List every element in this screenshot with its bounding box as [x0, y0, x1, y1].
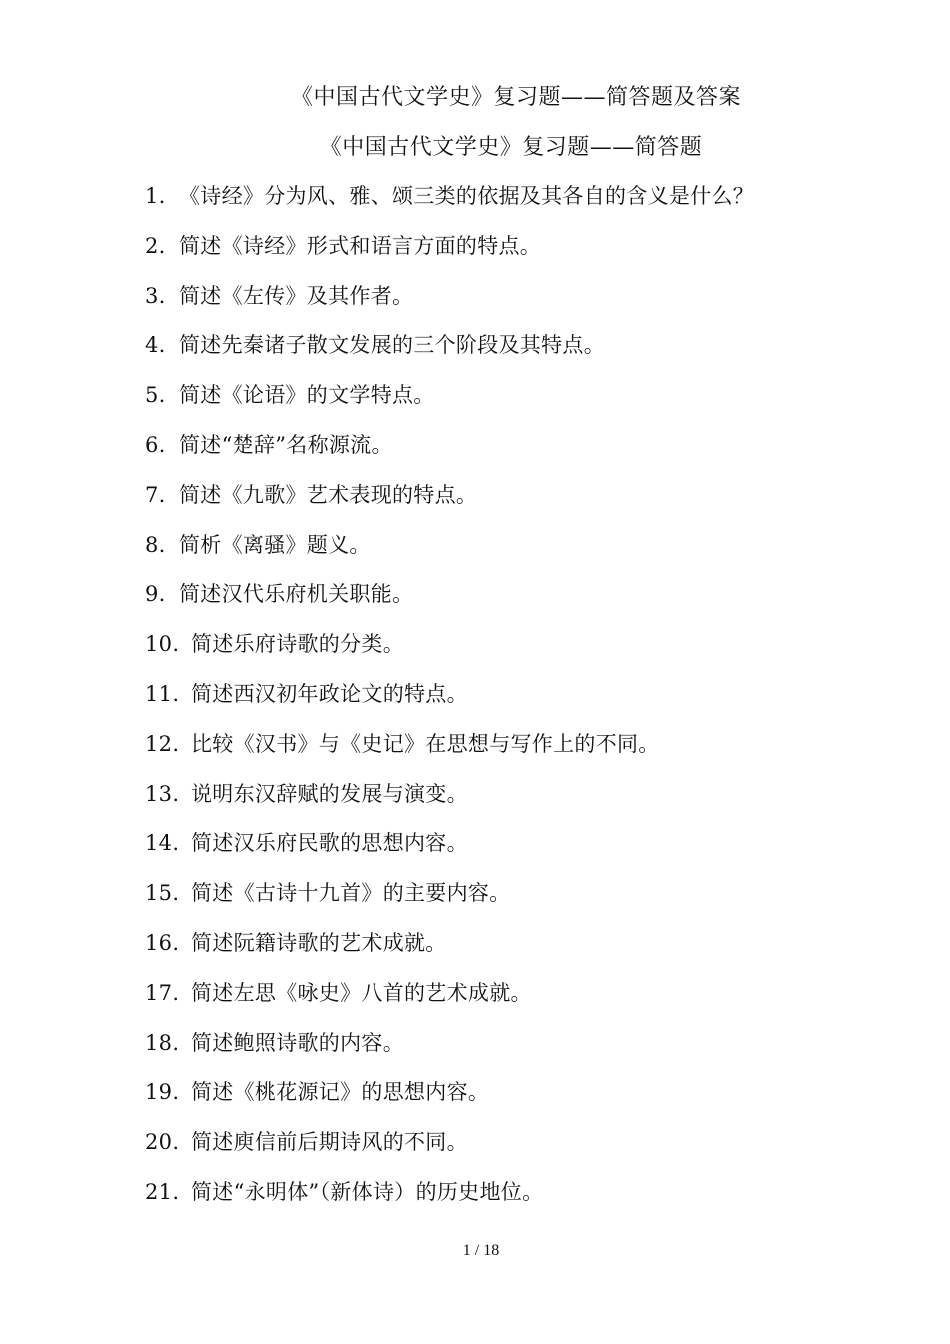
- question-text: 简述乐府诗歌的分类。: [191, 632, 404, 657]
- question-item: [145, 1126, 865, 1176]
- question-number: 6.: [145, 432, 166, 457]
- question-text: 说明东汉辞赋的发展与演变。: [191, 781, 468, 806]
- question-text: 简述庾信前后期诗风的不同。: [191, 1130, 468, 1155]
- question-text: 简述《桃花源记》的思想内容。: [191, 1080, 490, 1105]
- question-item: [145, 1176, 865, 1226]
- question-text: 简述《九歌》艺术表现的特点。: [179, 482, 478, 507]
- question-text: 简述汉乐府民歌的思想内容。: [191, 831, 468, 856]
- question-item: [145, 628, 865, 678]
- question-item: [145, 479, 865, 529]
- document-subtitle: 《中国古代文学史》复习题——简答题: [319, 135, 703, 160]
- question-item: [145, 678, 865, 728]
- question-text: 《诗经》分为风、雅、颂三类的依据及其各自的含义是什么？: [179, 184, 755, 208]
- question-number: 11.: [145, 681, 180, 706]
- question-number: 13.: [145, 781, 180, 806]
- question-text: 简述汉代乐府机关职能。: [179, 582, 414, 607]
- question-text: 简述阮籍诗歌的艺术成就。: [191, 930, 447, 955]
- question-item: [145, 827, 865, 877]
- question-number: 1.: [145, 184, 166, 208]
- question-text: 简述鲍照诗歌的内容。: [191, 1030, 404, 1055]
- question-item: [145, 778, 865, 828]
- question-text: 简述左思《咏史》八首的艺术成就。: [191, 980, 532, 1005]
- question-number: 18.: [145, 1030, 180, 1055]
- question-text: 简述“永明体”（新体诗）的历史地位。: [191, 1179, 544, 1204]
- question-number: 14.: [145, 831, 180, 856]
- question-number: 17.: [145, 980, 180, 1005]
- question-item: [145, 529, 865, 579]
- question-item: [145, 1076, 865, 1126]
- question-number: 4.: [145, 333, 166, 358]
- question-number: 15.: [145, 881, 180, 906]
- page-indicator: 1 / 18: [462, 1242, 500, 1259]
- question-number: 16.: [145, 930, 180, 955]
- question-text: 简述先秦诸子散文发展的三个阶段及其特点。: [179, 333, 605, 358]
- question-number: 10.: [145, 632, 180, 657]
- question-item: [145, 280, 865, 330]
- question-number: 7.: [145, 482, 166, 507]
- question-text: 简述《左传》及其作者。: [179, 283, 414, 308]
- question-text: 比较《汉书》与《史记》在思想与写作上的不同。: [191, 731, 660, 756]
- question-item: [145, 1027, 865, 1077]
- question-number: 5.: [145, 383, 166, 408]
- question-text: 简述《诗经》形式和语言方面的特点。: [179, 233, 542, 258]
- question-number: 19.: [145, 1080, 180, 1105]
- question-item: [145, 578, 865, 628]
- question-item: [145, 329, 865, 379]
- question-item: [145, 877, 865, 927]
- document-title: 《中国古代文学史》复习题——简答题及答案: [290, 85, 741, 110]
- question-list: [145, 180, 865, 1226]
- question-text: 简述西汉初年政论文的特点。: [191, 681, 468, 706]
- question-number: 20.: [145, 1130, 180, 1155]
- question-number: 2.: [145, 233, 166, 258]
- question-number: 12.: [145, 731, 180, 756]
- question-number: 9.: [145, 582, 166, 607]
- question-text: 简析《离骚》题义。: [179, 532, 371, 557]
- question-item: [145, 230, 865, 280]
- question-text: 简述“楚辞”名称源流。: [179, 432, 393, 457]
- question-item: [145, 180, 865, 230]
- question-item: [145, 379, 865, 429]
- question-number: 21.: [145, 1179, 180, 1204]
- question-item: [145, 927, 865, 977]
- question-item: [145, 977, 865, 1027]
- question-item: [145, 429, 865, 479]
- question-number: 8.: [145, 532, 166, 557]
- question-text: 简述《论语》的文学特点。: [179, 383, 435, 408]
- question-text: 简述《古诗十九首》的主要内容。: [191, 881, 511, 906]
- question-item: [145, 728, 865, 778]
- question-number: 3.: [145, 283, 166, 308]
